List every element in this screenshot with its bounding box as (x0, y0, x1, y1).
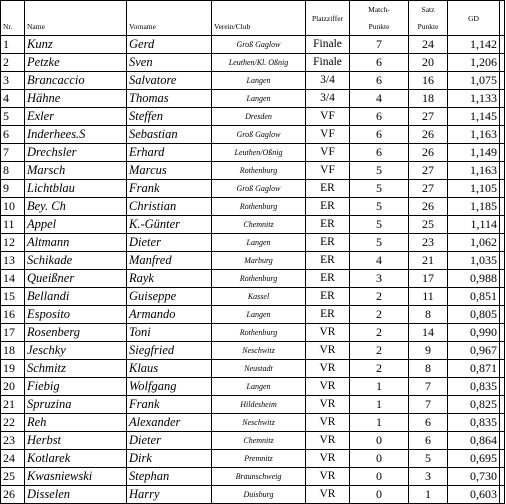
header-vorname: Vorname (127, 1, 212, 36)
cell-platzziffer: VR (306, 378, 350, 396)
header-gd: GD (448, 1, 500, 36)
cell-verein: Groß Gaglow (212, 180, 306, 198)
table-row (1, 306, 505, 324)
cell-match-punkte: 4 (350, 252, 409, 270)
cell-match-punkte: 5 (350, 162, 409, 180)
cell-nr: 26 (1, 486, 25, 504)
cell-satz-punkte: 16 (409, 72, 448, 90)
cell-satz-punkte: 7 (409, 396, 448, 414)
cell-platzziffer: 3/4 (306, 90, 350, 108)
cell-spacer (500, 270, 505, 288)
table-row (1, 198, 505, 216)
cell-satz-punkte: 14 (409, 324, 448, 342)
cell-spacer (500, 378, 505, 396)
cell-spacer (500, 162, 505, 180)
cell-spacer (500, 306, 505, 324)
cell-nr: 16 (1, 306, 25, 324)
cell-verein: Rothenburg (212, 270, 306, 288)
cell-verein: Chemnitz (212, 216, 306, 234)
table-row (1, 252, 505, 270)
cell-match-punkte: 2 (350, 306, 409, 324)
cell-vorname: Frank (127, 180, 212, 198)
cell-name: Exler (25, 108, 127, 126)
cell-name: Inderhees.S (25, 126, 127, 144)
table-row (1, 342, 505, 360)
cell-spacer (500, 234, 505, 252)
cell-vorname: Gerd (127, 36, 212, 54)
table-row (1, 414, 505, 432)
cell-gd: 1,142 (448, 36, 500, 54)
cell-satz-punkte: 26 (409, 144, 448, 162)
cell-platzziffer: ER (306, 288, 350, 306)
cell-satz-punkte: 8 (409, 360, 448, 378)
cell-vorname: K.-Günter (127, 216, 212, 234)
cell-satz-punkte: 11 (409, 288, 448, 306)
cell-spacer (500, 252, 505, 270)
cell-gd: 1,145 (448, 108, 500, 126)
cell-verein: Groß Gaglow (212, 126, 306, 144)
header-match-line1: Match- (368, 5, 390, 14)
cell-platzziffer: VR (306, 414, 350, 432)
cell-name: Jeschky (25, 342, 127, 360)
cell-spacer (500, 54, 505, 72)
cell-nr: 12 (1, 234, 25, 252)
cell-vorname: Siegfried (127, 342, 212, 360)
cell-platzziffer: VR (306, 432, 350, 450)
table-row (1, 288, 505, 306)
cell-satz-punkte: 24 (409, 36, 448, 54)
cell-name: Queißner (25, 270, 127, 288)
cell-nr: 7 (1, 144, 25, 162)
cell-name: Altmann (25, 234, 127, 252)
cell-match-punkte: 3 (350, 270, 409, 288)
cell-satz-punkte: 25 (409, 216, 448, 234)
cell-match-punkte: 0 (350, 450, 409, 468)
cell-gd: 0,835 (448, 414, 500, 432)
cell-match-punkte: 0 (350, 486, 409, 504)
cell-spacer (500, 468, 505, 486)
table-row (1, 162, 505, 180)
cell-match-punkte: 6 (350, 108, 409, 126)
header-name: Name (25, 1, 127, 36)
cell-match-punkte: 1 (350, 396, 409, 414)
cell-spacer (500, 144, 505, 162)
cell-satz-punkte: 27 (409, 162, 448, 180)
cell-satz-punkte: 8 (409, 306, 448, 324)
cell-verein: Neschwitz (212, 342, 306, 360)
header-match-line2: Punkte (368, 22, 390, 31)
cell-vorname: Erhard (127, 144, 212, 162)
cell-vorname: Stephan (127, 468, 212, 486)
cell-gd: 1,105 (448, 180, 500, 198)
cell-platzziffer: ER (306, 306, 350, 324)
cell-satz-punkte: 1 (409, 486, 448, 504)
cell-verein: Langen (212, 234, 306, 252)
cell-match-punkte: 5 (350, 198, 409, 216)
cell-vorname: Sebastian (127, 126, 212, 144)
cell-platzziffer: ER (306, 234, 350, 252)
cell-spacer (500, 342, 505, 360)
cell-verein: Marburg (212, 252, 306, 270)
cell-gd: 0,988 (448, 270, 500, 288)
cell-name: Rosenberg (25, 324, 127, 342)
table-row (1, 468, 505, 486)
cell-match-punkte: 6 (350, 126, 409, 144)
cell-platzziffer: VR (306, 342, 350, 360)
cell-vorname: Marcus (127, 162, 212, 180)
cell-satz-punkte: 6 (409, 432, 448, 450)
table-row (1, 216, 505, 234)
cell-gd: 1,114 (448, 216, 500, 234)
table-row (1, 360, 505, 378)
cell-spacer (500, 414, 505, 432)
cell-vorname: Armando (127, 306, 212, 324)
cell-verein: Groß Gaglow (212, 36, 306, 54)
cell-gd: 0,864 (448, 432, 500, 450)
cell-satz-punkte: 27 (409, 108, 448, 126)
cell-nr: 14 (1, 270, 25, 288)
cell-satz-punkte: 6 (409, 414, 448, 432)
cell-nr: 21 (1, 396, 25, 414)
cell-platzziffer: VR (306, 468, 350, 486)
cell-verein: Neustadt (212, 360, 306, 378)
cell-verein: Rothenburg (212, 162, 306, 180)
cell-nr: 1 (1, 36, 25, 54)
cell-gd: 1,075 (448, 72, 500, 90)
table-body (1, 36, 505, 504)
cell-name: Bellandi (25, 288, 127, 306)
cell-match-punkte: 7 (350, 36, 409, 54)
header-nr: Nr. (1, 1, 25, 36)
cell-satz-punkte: 21 (409, 252, 448, 270)
cell-verein: Braunschweig (212, 468, 306, 486)
cell-vorname: Rayk (127, 270, 212, 288)
table-row (1, 432, 505, 450)
table-row (1, 180, 505, 198)
cell-spacer (500, 432, 505, 450)
cell-satz-punkte: 17 (409, 270, 448, 288)
cell-spacer (500, 396, 505, 414)
cell-spacer (500, 180, 505, 198)
cell-verein: Dresden (212, 108, 306, 126)
cell-platzziffer: ER (306, 252, 350, 270)
cell-platzziffer: VR (306, 486, 350, 504)
cell-nr: 5 (1, 108, 25, 126)
cell-spacer (500, 324, 505, 342)
header-spacer (500, 1, 505, 36)
cell-name: Drechsler (25, 144, 127, 162)
cell-gd: 1,062 (448, 234, 500, 252)
cell-match-punkte: 0 (350, 468, 409, 486)
cell-spacer (500, 360, 505, 378)
cell-match-punkte: 6 (350, 54, 409, 72)
cell-name: Brancaccio (25, 72, 127, 90)
header-satz-line1: Satz (421, 5, 435, 14)
cell-vorname: Salvatore (127, 72, 212, 90)
cell-platzziffer: VF (306, 126, 350, 144)
cell-nr: 20 (1, 378, 25, 396)
cell-match-punkte: 5 (350, 180, 409, 198)
cell-satz-punkte: 3 (409, 468, 448, 486)
table-row (1, 396, 505, 414)
cell-name: Marsch (25, 162, 127, 180)
cell-nr: 3 (1, 72, 25, 90)
cell-platzziffer: ER (306, 180, 350, 198)
cell-platzziffer: ER (306, 198, 350, 216)
cell-nr: 24 (1, 450, 25, 468)
cell-name: Reh (25, 414, 127, 432)
cell-match-punkte: 0 (350, 432, 409, 450)
cell-platzziffer: VR (306, 396, 350, 414)
table-row (1, 54, 505, 72)
cell-platzziffer: VR (306, 450, 350, 468)
cell-vorname: Dieter (127, 432, 212, 450)
cell-satz-punkte: 5 (409, 450, 448, 468)
cell-match-punkte: 1 (350, 378, 409, 396)
cell-platzziffer: ER (306, 270, 350, 288)
table-row (1, 324, 505, 342)
cell-gd: 0,851 (448, 288, 500, 306)
cell-vorname: Thomas (127, 90, 212, 108)
cell-platzziffer: ER (306, 216, 350, 234)
cell-spacer (500, 198, 505, 216)
cell-satz-punkte: 18 (409, 90, 448, 108)
cell-verein: Hildesheim (212, 396, 306, 414)
cell-gd: 0,603 (448, 486, 500, 504)
cell-match-punkte: 2 (350, 288, 409, 306)
table-row (1, 270, 505, 288)
cell-match-punkte: 6 (350, 72, 409, 90)
cell-nr: 4 (1, 90, 25, 108)
cell-name: Appel (25, 216, 127, 234)
cell-satz-punkte: 7 (409, 378, 448, 396)
cell-nr: 6 (1, 126, 25, 144)
cell-verein: Neschwitz (212, 414, 306, 432)
cell-name: Kotlarek (25, 450, 127, 468)
cell-verein: Duisburg (212, 486, 306, 504)
cell-match-punkte: 6 (350, 144, 409, 162)
cell-vorname: Wolfgang (127, 378, 212, 396)
cell-name: Herbst (25, 432, 127, 450)
cell-vorname: Manfred (127, 252, 212, 270)
cell-nr: 11 (1, 216, 25, 234)
cell-satz-punkte: 23 (409, 234, 448, 252)
cell-verein: Rothenburg (212, 324, 306, 342)
table-row (1, 36, 505, 54)
cell-platzziffer: Finale (306, 54, 350, 72)
cell-nr: 18 (1, 342, 25, 360)
cell-match-punkte: 5 (350, 216, 409, 234)
cell-platzziffer: Finale (306, 36, 350, 54)
cell-nr: 23 (1, 432, 25, 450)
cell-platzziffer: VR (306, 324, 350, 342)
cell-vorname: Steffen (127, 108, 212, 126)
cell-satz-punkte: 9 (409, 342, 448, 360)
cell-nr: 19 (1, 360, 25, 378)
cell-gd: 1,133 (448, 90, 500, 108)
cell-gd: 0,835 (448, 378, 500, 396)
cell-spacer (500, 90, 505, 108)
cell-gd: 1,163 (448, 162, 500, 180)
table-row (1, 378, 505, 396)
cell-name: Spruzina (25, 396, 127, 414)
table-row (1, 450, 505, 468)
cell-match-punkte: 1 (350, 414, 409, 432)
cell-vorname: Frank (127, 396, 212, 414)
cell-gd: 1,035 (448, 252, 500, 270)
cell-gd: 1,149 (448, 144, 500, 162)
cell-name: Schikade (25, 252, 127, 270)
cell-gd: 0,967 (448, 342, 500, 360)
cell-name: Kwasniewski (25, 468, 127, 486)
cell-platzziffer: VR (306, 360, 350, 378)
cell-vorname: Klaus (127, 360, 212, 378)
cell-verein: Kassel (212, 288, 306, 306)
cell-name: Bey. Ch (25, 198, 127, 216)
cell-verein: Langen (212, 306, 306, 324)
cell-vorname: Harry (127, 486, 212, 504)
cell-platzziffer: VF (306, 162, 350, 180)
table-row (1, 234, 505, 252)
cell-nr: 22 (1, 414, 25, 432)
cell-spacer (500, 450, 505, 468)
cell-match-punkte: 2 (350, 342, 409, 360)
cell-spacer (500, 36, 505, 54)
cell-gd: 0,730 (448, 468, 500, 486)
cell-spacer (500, 216, 505, 234)
cell-spacer (500, 486, 505, 504)
table-row (1, 90, 505, 108)
cell-spacer (500, 288, 505, 306)
cell-nr: 9 (1, 180, 25, 198)
cell-vorname: Dirk (127, 450, 212, 468)
header-platzziffer: Platzziffer (306, 1, 350, 36)
cell-platzziffer: VF (306, 108, 350, 126)
cell-nr: 8 (1, 162, 25, 180)
cell-vorname: Dieter (127, 234, 212, 252)
table-row (1, 108, 505, 126)
cell-vorname: Sven (127, 54, 212, 72)
cell-nr: 25 (1, 468, 25, 486)
cell-satz-punkte: 26 (409, 198, 448, 216)
cell-gd: 0,990 (448, 324, 500, 342)
cell-verein: Chemnitz (212, 432, 306, 450)
cell-nr: 17 (1, 324, 25, 342)
cell-gd: 1,163 (448, 126, 500, 144)
cell-verein: Langen (212, 90, 306, 108)
cell-gd: 0,871 (448, 360, 500, 378)
cell-name: Esposito (25, 306, 127, 324)
cell-match-punkte: 2 (350, 360, 409, 378)
header-row (1, 1, 505, 36)
cell-vorname: Toni (127, 324, 212, 342)
header-match-punkte (350, 1, 409, 36)
cell-vorname: Alexander (127, 414, 212, 432)
cell-verein: Rothenburg (212, 198, 306, 216)
cell-nr: 15 (1, 288, 25, 306)
cell-verein: Leuthen/Kl. Oßnig (212, 54, 306, 72)
cell-nr: 13 (1, 252, 25, 270)
cell-spacer (500, 72, 505, 90)
cell-satz-punkte: 26 (409, 126, 448, 144)
cell-verein: Langen (212, 378, 306, 396)
cell-name: Hähne (25, 90, 127, 108)
cell-name: Kunz (25, 36, 127, 54)
cell-nr: 2 (1, 54, 25, 72)
cell-name: Petzke (25, 54, 127, 72)
cell-verein: Premnitz (212, 450, 306, 468)
cell-gd: 0,825 (448, 396, 500, 414)
cell-platzziffer: VF (306, 144, 350, 162)
cell-match-punkte: 4 (350, 90, 409, 108)
cell-match-punkte: 2 (350, 324, 409, 342)
cell-vorname: Christian (127, 198, 212, 216)
cell-name: Disselen (25, 486, 127, 504)
header-satz-line2: Punkte (417, 22, 439, 31)
header-satz-punkte (409, 1, 448, 36)
cell-verein: Langen (212, 72, 306, 90)
cell-platzziffer: 3/4 (306, 72, 350, 90)
cell-name: Schmitz (25, 360, 127, 378)
cell-nr: 10 (1, 198, 25, 216)
cell-gd: 1,185 (448, 198, 500, 216)
cell-verein: Leuthen/Oßnig (212, 144, 306, 162)
cell-match-punkte: 5 (350, 234, 409, 252)
header-verein: Verein/Club (212, 1, 306, 36)
cell-vorname: Guiseppe (127, 288, 212, 306)
cell-name: Fiebig (25, 378, 127, 396)
cell-gd: 1,206 (448, 54, 500, 72)
cell-satz-punkte: 27 (409, 180, 448, 198)
cell-name: Lichtblau (25, 180, 127, 198)
cell-gd: 0,695 (448, 450, 500, 468)
table-row (1, 72, 505, 90)
table-row (1, 486, 505, 504)
cell-gd: 0,805 (448, 306, 500, 324)
table-row (1, 144, 505, 162)
cell-spacer (500, 108, 505, 126)
cell-satz-punkte: 20 (409, 54, 448, 72)
table-row (1, 126, 505, 144)
cell-spacer (500, 126, 505, 144)
